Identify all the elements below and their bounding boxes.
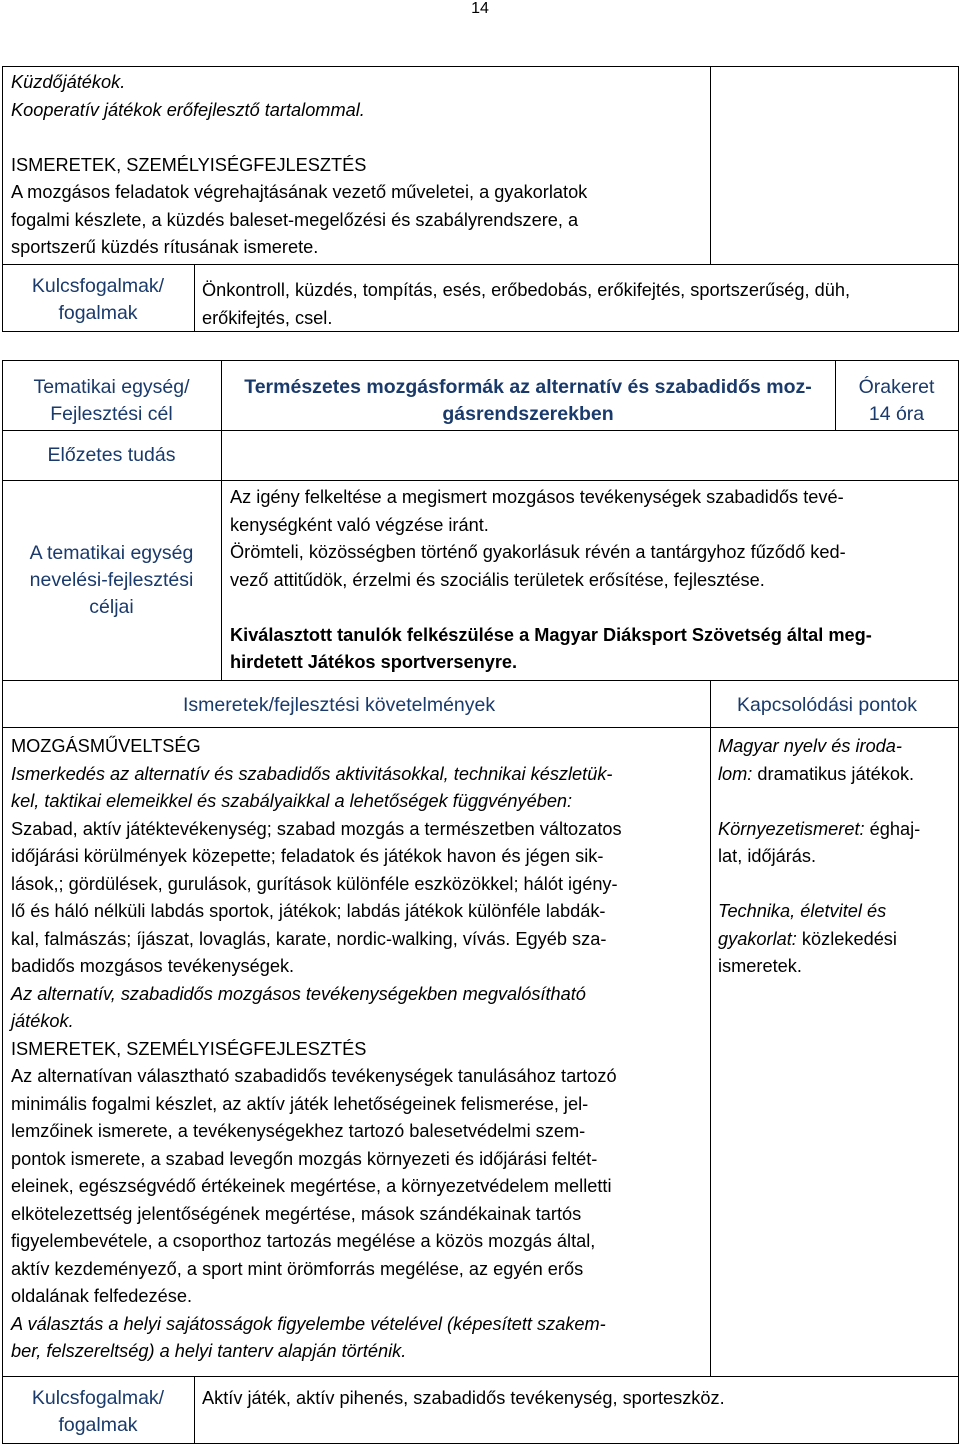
table2-row2-border: [2, 480, 958, 481]
requirements-line: lő és háló nélküli labdás sportok, játékok; labdás játékok különféle labdák-: [11, 901, 606, 921]
prior-knowledge-label: Előzetes tudás: [47, 444, 176, 466]
table2-right-border: [958, 360, 959, 1444]
goals-label-line-3: céljai: [89, 596, 134, 618]
requirements-line: Szabad, aktív játéktevékenység; szabad mozgás a természetben változatos: [11, 818, 622, 839]
unit-title-line-1: Természetes mozgásformák az alternatív és szabadidős moz-: [244, 376, 812, 398]
bottom-key-concepts-label-line-2: fogalmak: [58, 1414, 138, 1436]
goals-label: [2, 540, 221, 621]
top-section-line: [11, 124, 587, 152]
requirements-line: eleinek, egészségvédő értékeinek megértése, a környezetvédelem melletti: [11, 1176, 612, 1196]
table1-col-divider-bottom: [194, 264, 195, 332]
goals-label-line-1: A tematikai egység: [29, 542, 194, 564]
top-section-line: Kooperatív játékok erőfejlesztő tartalommal.: [11, 99, 365, 120]
requirements-line: minimális fogalmi készlet, az aktív játék lehetőségeinek felismerése, jel-: [11, 1093, 589, 1114]
connection-subject: lom:: [718, 763, 753, 784]
key-concepts-line-2: erőkifejtés, csel.: [202, 307, 333, 328]
requirements-line: lások,; gördülések, gurulások, gurítások különféle eszközökkel; hálót igény-: [11, 873, 618, 894]
goals-content: [230, 484, 872, 677]
connection-topic: közlekedési: [796, 928, 897, 949]
key-concepts-text: [202, 277, 850, 332]
requirements-line: játékok.: [11, 1011, 74, 1031]
requirements-line: Az alternatívan választható szabadidős tevékenységek tanulásához tartozó: [11, 1066, 617, 1086]
hours-label: Órakeret: [858, 376, 935, 398]
connection-subject: Környezetismeret:: [718, 818, 865, 839]
goals-line: vező attitűdök, érzelmi és szociális területek erősítése, fejlesztése.: [230, 569, 765, 590]
requirements-line: kel, taktikai elemeikkel és szabályaikkal a lehetőségek függvényében:: [11, 791, 573, 811]
key-concepts-label: [2, 273, 194, 327]
connection-topic: dramatikus játékok.: [752, 763, 915, 784]
requirements-line: aktív kezdeményező, a sport mint örömforrás megélése, az egyén erős: [11, 1258, 584, 1279]
requirements-line: MOZGÁSMŰVELTSÉG: [11, 736, 201, 756]
goals-line: hirdetett Játékos sportversenyre.: [230, 652, 518, 672]
requirements-line: oldalának felfedezése.: [11, 1286, 192, 1306]
requirements-line: Ismerkedés az alternatív és szabadidős aktivitásokkal, technikai készletük-: [11, 763, 613, 784]
top-section-line: ISMERETEK, SZEMÉLYISÉGFEJLESZTÉS: [11, 154, 367, 175]
bottom-key-concepts-label: [2, 1385, 194, 1439]
connection-line: [718, 926, 920, 954]
bottom-key-concepts-text: [202, 1385, 725, 1413]
key-concepts-label-line-1: Kulcsfogalmak/: [31, 275, 165, 297]
table2-top-border: [2, 360, 958, 361]
requirements-line: pontok ismerete, a szabad levegőn mozgás környezeti és időjárási feltét-: [11, 1148, 598, 1169]
goals-line: [230, 594, 872, 622]
table2-left-border: [2, 360, 3, 1444]
unit-title-line-2: gásrendszerekben: [442, 403, 614, 425]
connection-topic: ismeretek.: [718, 956, 802, 976]
requirements-line: badidős mozgásos tevékenységek.: [11, 956, 295, 976]
unit-label-line-2: Fejlesztési cél: [50, 403, 173, 425]
connection-line: [718, 843, 920, 871]
unit-label: [2, 374, 221, 428]
connection-subject: Magyar nyelv és iroda-: [718, 736, 902, 756]
top-section-line: A mozgásos feladatok végrehajtásának vezető műveletei, a gyakorlatok: [11, 182, 588, 202]
connection-topic: lat, időjárás.: [718, 846, 817, 866]
connection-line: [718, 816, 920, 844]
table2-row1-border: [2, 430, 958, 431]
requirements-line: Az alternatív, szabadidős mozgásos tevékenységekben megvalósítható: [11, 983, 586, 1004]
top-section-content: [11, 69, 587, 262]
top-section-line: Küzdőjátékok.: [11, 72, 126, 92]
table2-row3-border: [2, 680, 958, 681]
goals-line: Az igény felkeltése a megismert mozgásos tevékenységek szabadidős tevé-: [230, 487, 844, 507]
requirements-header: Ismeretek/fejlesztési követelmények: [183, 694, 496, 716]
bottom-key-concepts-line: Aktív játék, aktív pihenés, szabadidős tevékenység, sporteszköz.: [202, 1388, 725, 1408]
table2-bottom-label-divider: [194, 1376, 195, 1444]
connection-line: [718, 898, 920, 926]
requirements-line: lemzőinek ismerete, a tevékenységekhez tartozó balesetvédelmi szem-: [11, 1121, 586, 1141]
requirements-line: kal, falmászás; íjászat, lovaglás, karate, nordic-walking, vívás. Egyéb sza-: [11, 928, 607, 949]
connection-line: [718, 871, 920, 899]
requirements-line: A választás a helyi sajátosságok figyelembe vételével (képesített szakem-: [11, 1313, 606, 1334]
requirements-line: figyelembevétele, a csoporthoz tartozás megélése a közös mozgás által,: [11, 1231, 596, 1251]
connections-content: [718, 733, 920, 981]
table1-mid-border: [2, 264, 958, 265]
key-concepts-line-1: Önkontroll, küzdés, tompítás, esés, erőbedobás, erőkifejtés, sportszerűség, düh,: [202, 280, 851, 300]
requirements-line: ISMERETEK, SZEMÉLYISÉGFEJLESZTÉS: [11, 1038, 367, 1059]
goals-label-line-2: nevelési-fejlesztési: [29, 569, 194, 591]
table2-row5-border: [2, 1376, 958, 1377]
goals-line: Kiválasztott tanulók felkészülése a Magyar Diáksport Szövetség által meg-: [230, 624, 872, 645]
hours-value: 14 óra: [868, 403, 925, 425]
hours-cell: [835, 374, 958, 428]
table1-top-border: [2, 66, 958, 67]
unit-label-line-1: Tematikai egység/: [33, 376, 190, 398]
page-number: 14: [471, 0, 489, 17]
connection-subject: gyakorlat:: [718, 928, 797, 949]
connection-line: [718, 733, 920, 761]
connections-header: Kapcsolódási pontok: [737, 694, 917, 716]
goals-line: Örömteli, közösségben történő gyakorlásuk révén a tantárgyhoz fűződő ked-: [230, 542, 846, 562]
table1-right-border: [958, 66, 959, 332]
connection-subject: Technika, életvitel és: [718, 901, 887, 921]
connection-line: [718, 953, 920, 981]
bottom-key-concepts-label-line-1: Kulcsfogalmak/: [31, 1387, 165, 1409]
requirements-line: ber, felszereltség) a helyi tanterv alapján történik.: [11, 1341, 407, 1361]
requirements-content: [11, 733, 622, 1366]
goals-line: kenységként való végzése iránt.: [230, 514, 489, 535]
requirements-line: elkötelezettség jelentőségének megértése, mások szándékainak tartós: [11, 1203, 582, 1224]
top-section-line: fogalmi készlete, a küzdés baleset-megelőzési és szabályrendszere, a: [11, 209, 579, 230]
key-concepts-label-line-2: fogalmak: [58, 302, 138, 324]
unit-title: [221, 374, 835, 428]
connection-line: [718, 788, 920, 816]
table2-row4-border: [2, 727, 958, 728]
connection-topic: éghaj-: [864, 818, 921, 839]
requirements-line: időjárási körülmények közepette; feladatok és játékok havon és jégen sik-: [11, 846, 604, 866]
connection-line: [718, 761, 920, 789]
table1-col-divider-top: [710, 66, 711, 265]
top-section-line: sportszerű küzdés rítusának ismerete.: [11, 237, 319, 257]
table2-connections-col-divider: [710, 680, 711, 1377]
